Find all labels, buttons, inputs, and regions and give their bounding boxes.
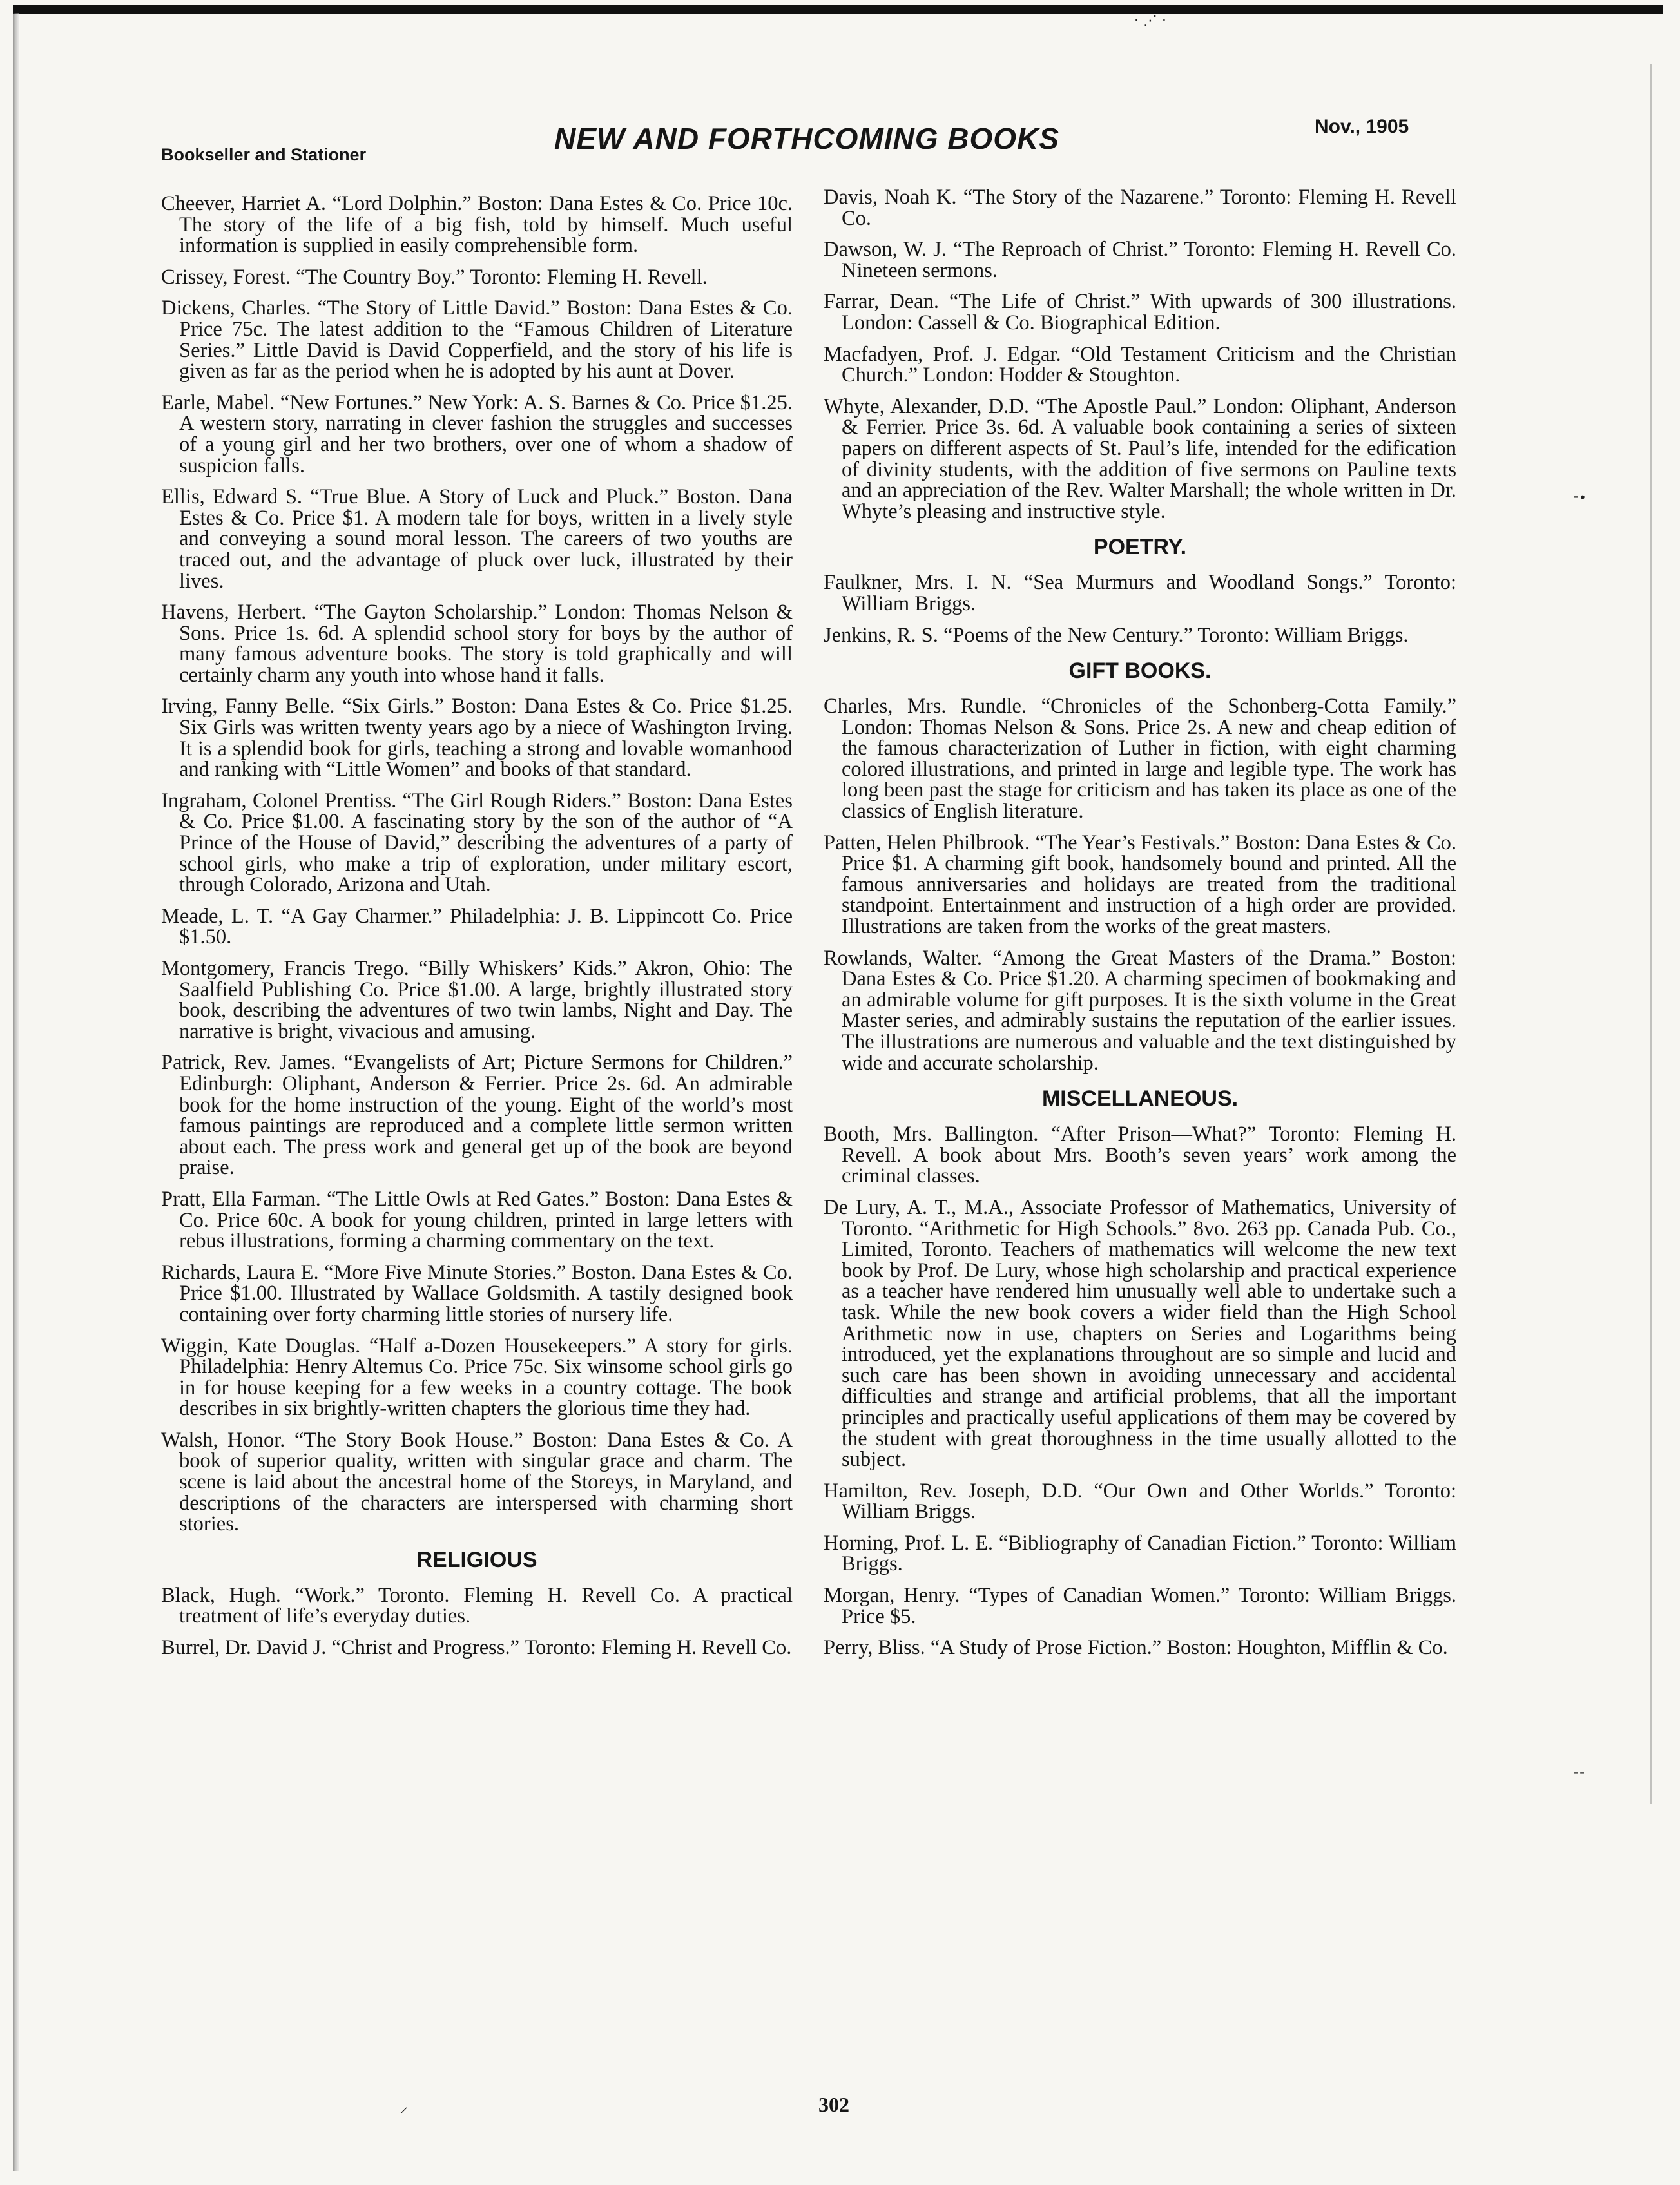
section-heading: RELIGIOUS: [416, 1547, 537, 1572]
section-heading: MISCELLANEOUS.: [1041, 1086, 1239, 1112]
book-entry: Patten, Helen Philbrook. “The Year’s Festivals.” Boston: Dana Estes & Co. Price $1. A charming gift book, handsomely bound and printed. All the famous anniversaries and holidays are treated from the traditional standpoint. Entertainment and instruction of a high order are provided. Illustrations are taken from the works of the great masters.: [824, 831, 1456, 939]
book-entry: Hamilton, Rev. Joseph, D.D. “Our Own and Other Worlds.” Toronto: William Briggs.: [824, 1479, 1456, 1524]
book-entry: Farrar, Dean. “The Life of Christ.” With upwards of 300 illustrations. London: Cassell & Co. Biographical Edition.: [824, 290, 1456, 334]
right-column: [824, 187, 1456, 1669]
page-number: 302: [818, 2093, 849, 2116]
book-entry: Burrel, Dr. David J. “Christ and Progress.” Toronto: Fleming H. Revell Co.: [161, 1636, 792, 1660]
scan-speck: ⁃•: [1572, 490, 1587, 505]
scan-speck: ⋅ ⋰ ⋅: [1134, 13, 1166, 29]
book-entry: Wiggin, Kate Douglas. “Half a-Dozen Housekeepers.” A story for girls. Philadelphia: Henry Altemus Co. Price 75c. Six winsome school girls go in for house keeping for a few weeks in a country cottage. The book describes in six brightly-written chapters the glorious time they had.: [161, 1334, 793, 1421]
book-entry: Jenkins, R. S. “Poems of the New Century.” Toronto: William Briggs.: [824, 623, 1409, 647]
scan-speck: ⸝: [400, 2097, 409, 2117]
book-entry: Crissey, Forest. “The Country Boy.” Toronto: Fleming H. Revell.: [161, 265, 708, 289]
book-entry: Meade, L. T. “A Gay Charmer.” Philadelphia: J. B. Lippincott Co. Price $1.50.: [161, 904, 793, 949]
page-title: NEW AND FORTHCOMING BOOKS: [554, 122, 1059, 155]
book-entry: Irving, Fanny Belle. “Six Girls.” Boston: Dana Estes & Co. Price $1.25. Six Girls was written twenty years ago by a niece of Washington Irving. It is a splendid book for girls, teaching a strong and lovable womanhood and ranking with “Little Women” and books of that standard.: [161, 695, 793, 782]
publication-name: Bookseller and Stationer: [161, 145, 367, 164]
book-entry: Booth, Mrs. Ballington. “After Prison—What?” Toronto: Fleming H. Revell. A book about Mrs. Booth’s seven years’ work among the criminal classes.: [824, 1122, 1456, 1188]
book-entry: Ingraham, Colonel Prentiss. “The Girl Rough Riders.” Boston: Dana Estes & Co. Price $1.00. A fascinating story by the son of the author of “A Prince of the House of David,” describing the adventures of a party of school girls, who make a trip of exploration, under military escort, through Colorado, Arizona and Utah.: [161, 789, 793, 897]
book-entry: Rowlands, Walter. “Among the Great Masters of the Drama.” Boston: Dana Estes & Co. Price $1.20. A charming specimen of bookmaking and an admirable volume for gift purposes. It is the sixth volume in the Great Master series, and admirably sustains the reputation of the earlier issues. The illustrations are numerous and valuable and the text distinguished by wide and accurate scholarship.: [824, 946, 1456, 1075]
book-entry: Dickens, Charles. “The Story of Little David.” Boston: Dana Estes & Co. Price 75c. The latest addition to the “Famous Children of Literature Series.” Little David is David Copperfield, and the story of his life is given as far as the period when he is adopted by his aunt at Dover.: [161, 296, 793, 383]
book-entry: Earle, Mabel. “New Fortunes.” New York: A. S. Barnes & Co. Price $1.25. A western story, narrating in clever fashion the struggles and successes of a young girl and her two brothers, over one of whom a shadow of suspicion falls.: [161, 390, 793, 477]
book-entry: Davis, Noah K. “The Story of the Nazarene.” Toronto: Fleming H. Revell Co.: [824, 186, 1456, 230]
book-entry: Perry, Bliss. “A Study of Prose Fiction.” Boston: Houghton, Mifflin & Co.: [824, 1636, 1448, 1660]
scan-edge: [1650, 64, 1652, 1804]
book-entry: Cheever, Harriet A. “Lord Dolphin.” Boston: Dana Estes & Co. Price 10c. The story of the life of a big fish, told by himself. Much useful information is supplied in easily comprehensible form.: [161, 192, 793, 258]
book-entry: Ellis, Edward S. “True Blue. A Story of Luck and Pluck.” Boston. Dana Estes & Co. Price $1. A modern tale for boys, written in a lively style and conveying a sound moral lesson. The careers of two youths are traced out, and the advantage of pluck over luck, illustrated by their lives.: [161, 485, 793, 593]
book-entry: Faulkner, Mrs. I. N. “Sea Murmurs and Woodland Songs.” Toronto: William Briggs.: [824, 571, 1456, 615]
book-entry: Pratt, Ella Farman. “The Little Owls at Red Gates.” Boston: Dana Estes & Co. Price 60c. A book for young children, printed in large letters with rebus illustrations, forming a charming commentary on the text.: [161, 1187, 793, 1253]
left-column: [161, 193, 793, 1669]
book-entry: Montgomery, Francis Trego. “Billy Whiskers’ Kids.” Akron, Ohio: The Saalfield Publishing Co. Price $1.00. A large, brightly illustrated story book, describing the adventures of two twin lambs, Night and Day. The narrative is bright, vivacious and amusing.: [161, 957, 793, 1043]
scan-speck: ⁃⁃: [1572, 1766, 1585, 1781]
book-entry: Walsh, Honor. “The Story Book House.” Boston: Dana Estes & Co. A book of superior quality, written with singular grace and charm. The scene is laid about the ancestral home of the Storeys, in Maryland, and descriptions of the characters are interspersed with charming short stories.: [161, 1428, 793, 1536]
section-heading: POETRY.: [1093, 535, 1187, 560]
section-heading: GIFT BOOKS.: [1068, 659, 1212, 684]
book-entry: Havens, Herbert. “The Gayton Scholarship.” London: Thomas Nelson & Sons. Price 1s. 6d. A splendid school story for boys by the author of many famous adventure books. The story is told graphically and will certainly charm any youth into whose hand it falls.: [161, 601, 793, 687]
binding-edge: [13, 13, 19, 2171]
book-entry: Richards, Laura E. “More Five Minute Stories.” Boston. Dana Estes & Co. Price $1.00. Illustrated by Wallace Goldsmith. A tastily designed book containing over forty charming little stories of nursery life.: [161, 1260, 793, 1326]
book-entry: Macfadyen, Prof. J. Edgar. “Old Testament Criticism and the Christian Church.” London: Hodder & Stoughton.: [824, 342, 1456, 387]
book-entry: De Lury, A. T., M.A., Associate Professor of Mathematics, University of Toronto. “Arithmetic for High Schools.” 8vo. 263 pp. Canada Pub. Co., Limited, Toronto. Teachers of mathematics will welcome the new text book by Prof. De Lury, whose high scholarship and practical experience as a teacher have rendered him unusually well able to undertake such a task. While the new book covers a wider field than the High School Arithmetic now in use, chapters on Series and Logarithms being introduced, yet the explanations throughout are so simple and lucid and such care has been shown in avoiding unnecessary and accidental difficulties and strange and artificial problems, that all the important principles and practically useful applications of them may be covered by the student with great thoroughness in the time usually allotted to the subject.: [824, 1195, 1456, 1472]
book-entry: Charles, Mrs. Rundle. “Chronicles of the Schonberg-Cotta Family.” London: Thomas Nelson & Sons. Price 2s. A new and cheap edition of the famous characterization of Luther in fiction, with eight charming colored illustrations, and printed in large and legible type. The work has long been past the stage for criticism and has taken its place as one of the classics of English literature.: [824, 695, 1456, 823]
top-border: [13, 5, 1663, 14]
book-entry: Horning, Prof. L. E. “Bibliography of Canadian Fiction.” Toronto: William Briggs.: [824, 1531, 1456, 1576]
book-entry: Morgan, Henry. “Types of Canadian Women.” Toronto: William Briggs. Price $5.: [824, 1584, 1456, 1628]
book-entry: Patrick, Rev. James. “Evangelists of Art; Picture Sermons for Children.” Edinburgh: Oliphant, Anderson & Ferrier. Price 2s. 6d. An admirable book for the home instruction of the young. Eight of the world’s most famous paintings are reproduced and a complete little sermon written about each. The press work and general get up of the book are beyond praise.: [161, 1051, 793, 1180]
book-entry: Black, Hugh. “Work.” Toronto. Fleming H. Revell Co. A practical treatment of life’s everyday duties.: [161, 1583, 793, 1628]
book-entry: Whyte, Alexander, D.D. “The Apostle Paul.” London: Oliphant, Anderson & Ferrier. Price 3s. 6d. A valuable book containing a series of sixteen papers on different aspects of St. Paul’s life, intended for the edification of divinity students, with the addition of five sermons on Pauline texts and an appreciation of the Rev. Walter Marshall; the whole written in Dr. Whyte’s pleasing and instructive style.: [824, 394, 1456, 523]
issue-date: Nov., 1905: [1315, 116, 1409, 137]
book-entry: Dawson, W. J. “The Reproach of Christ.” Toronto: Fleming H. Revell Co. Nineteen sermons.: [824, 238, 1456, 282]
